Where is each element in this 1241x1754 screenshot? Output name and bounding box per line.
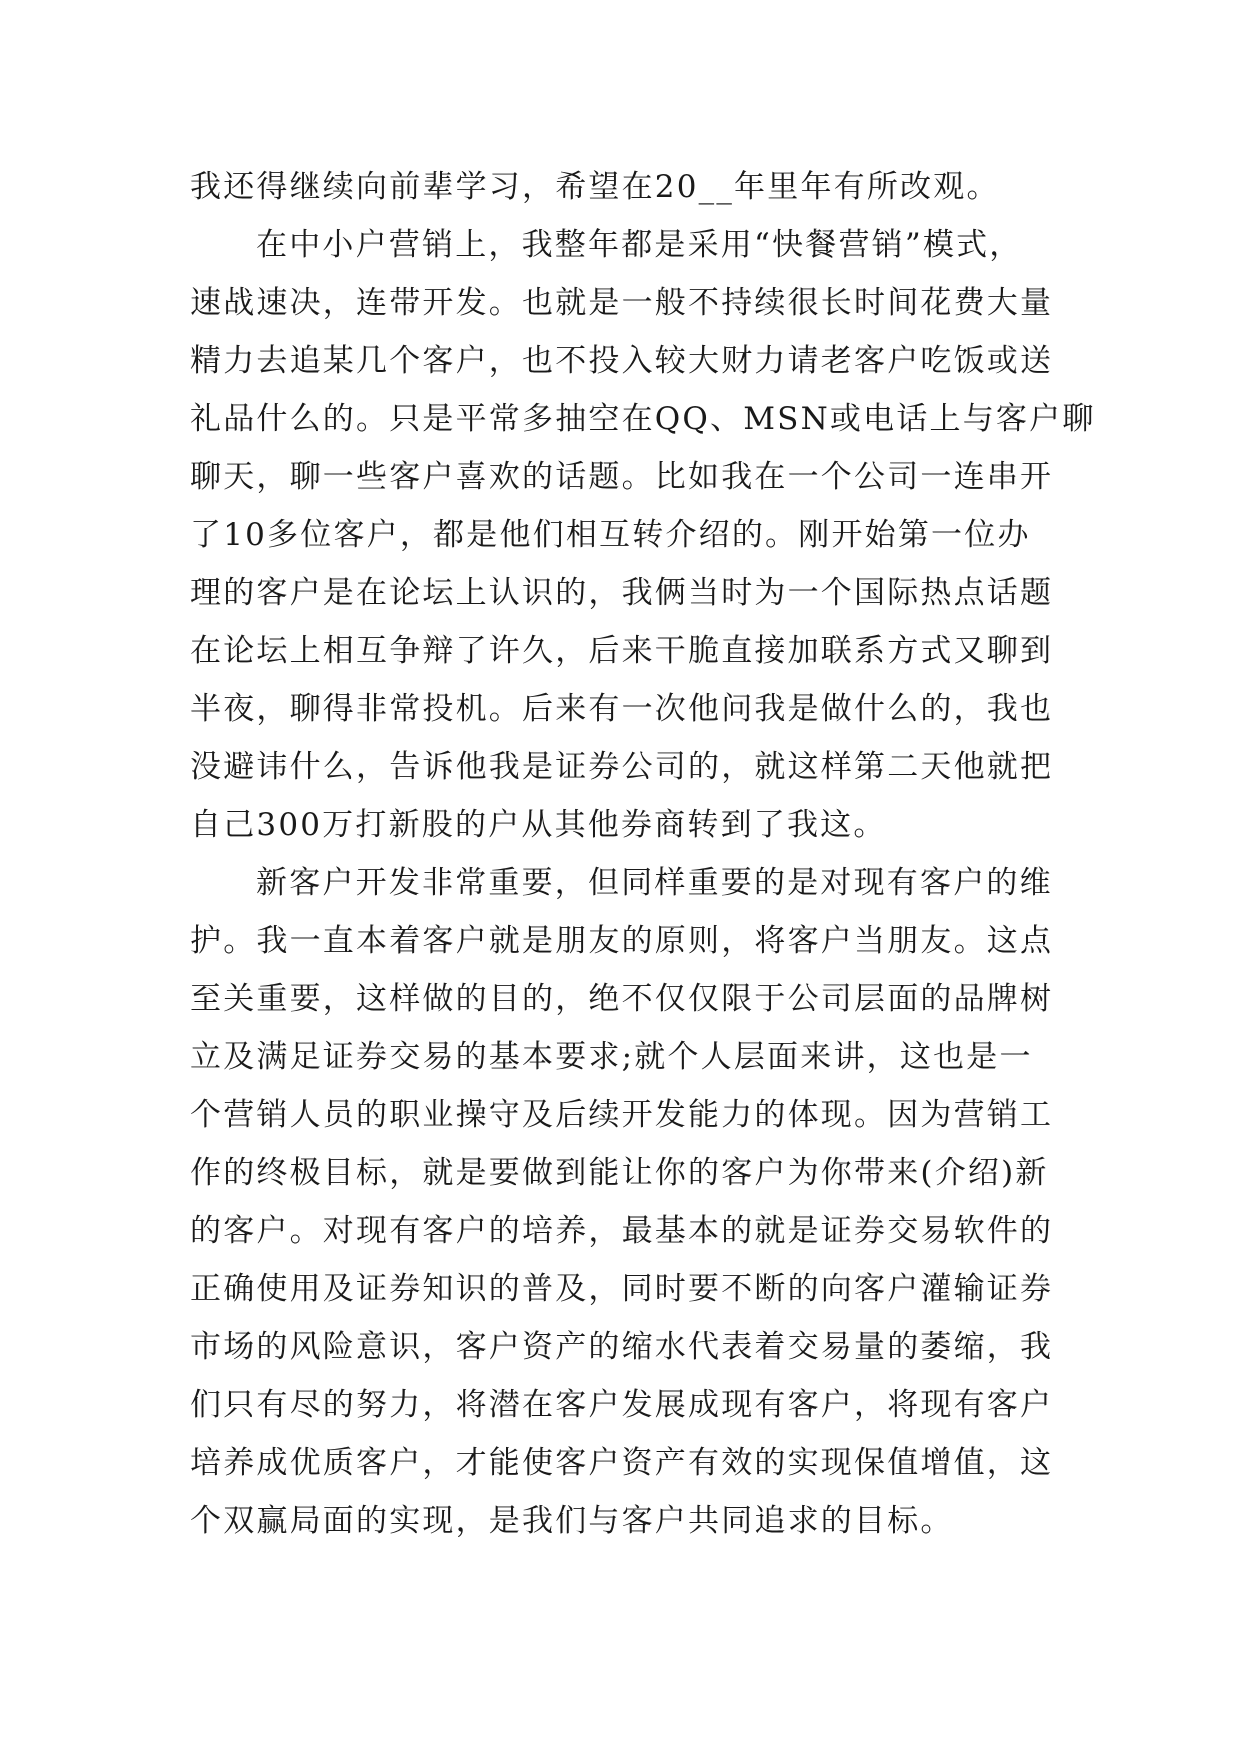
text-line: 聊天，聊一些客户喜欢的话题。比如我在一个公司一连串开 <box>190 459 1054 495</box>
text-line: 们只有尽的努力，将潜在客户发展成现有客户，将现有客户 <box>190 1387 1054 1423</box>
paragraph-first-line: 在中小户营销上，我整年都是采用“快餐营销”模式， <box>256 227 1023 263</box>
text-line: 礼品什么的。只是平常多抽空在QQ、MSN或电话上与客户聊 <box>190 401 1096 437</box>
text-line: 理的客户是在论坛上认识的，我俩当时为一个国际热点话题 <box>190 575 1054 611</box>
text-line: 正确使用及证券知识的普及，同时要不断的向客户灌输证券 <box>190 1271 1054 1307</box>
text-line: 了10多位客户，都是他们相互转介绍的。刚开始第一位办 <box>190 517 1031 553</box>
text-line: 在论坛上相互争辩了许久，后来干脆直接加联系方式又聊到 <box>190 633 1054 669</box>
text-line: 市场的风险意识，客户资产的缩水代表着交易量的萎缩，我 <box>190 1329 1054 1365</box>
text-line: 没避讳什么，告诉他我是证券公司的，就这样第二天他就把 <box>190 749 1054 785</box>
text-line: 速战速决，连带开发。也就是一般不持续很长时间花费大量 <box>190 285 1054 321</box>
text-line: 个营销人员的职业操守及后续开发能力的体现。因为营销工 <box>190 1097 1054 1133</box>
text-line: 至关重要，这样做的目的，绝不仅仅限于公司层面的品牌树 <box>190 981 1054 1017</box>
text-line: 立及满足证券交易的基本要求;就个人层面来讲，这也是一 <box>190 1039 1033 1075</box>
paragraph-first-line: 新客户开发非常重要，但同样重要的是对现有客户的维 <box>256 865 1053 901</box>
text-line: 个双赢局面的实现，是我们与客户共同追求的目标。 <box>190 1503 954 1539</box>
text-line: 精力去追某几个客户，也不投入较大财力请老客户吃饭或送 <box>190 343 1054 379</box>
text-line: 护。我一直本着客户就是朋友的原则，将客户当朋友。这点 <box>190 923 1054 959</box>
text-line: 我还得继续向前辈学习，希望在20__年里年有所改观。 <box>190 169 1000 205</box>
document-body <box>190 158 1096 1550</box>
text-line: 作的终极目标，就是要做到能让你的客户为你带来(介绍)新 <box>190 1155 1049 1191</box>
text-line: 培养成优质客户，才能使客户资产有效的实现保值增值，这 <box>190 1445 1054 1481</box>
text-line: 的客户。对现有客户的培养，最基本的就是证券交易软件的 <box>190 1213 1054 1249</box>
text-line: 自己300万打新股的户从其他券商转到了我这。 <box>190 807 887 843</box>
text-line: 半夜，聊得非常投机。后来有一次他问我是做什么的，我也 <box>190 691 1054 727</box>
